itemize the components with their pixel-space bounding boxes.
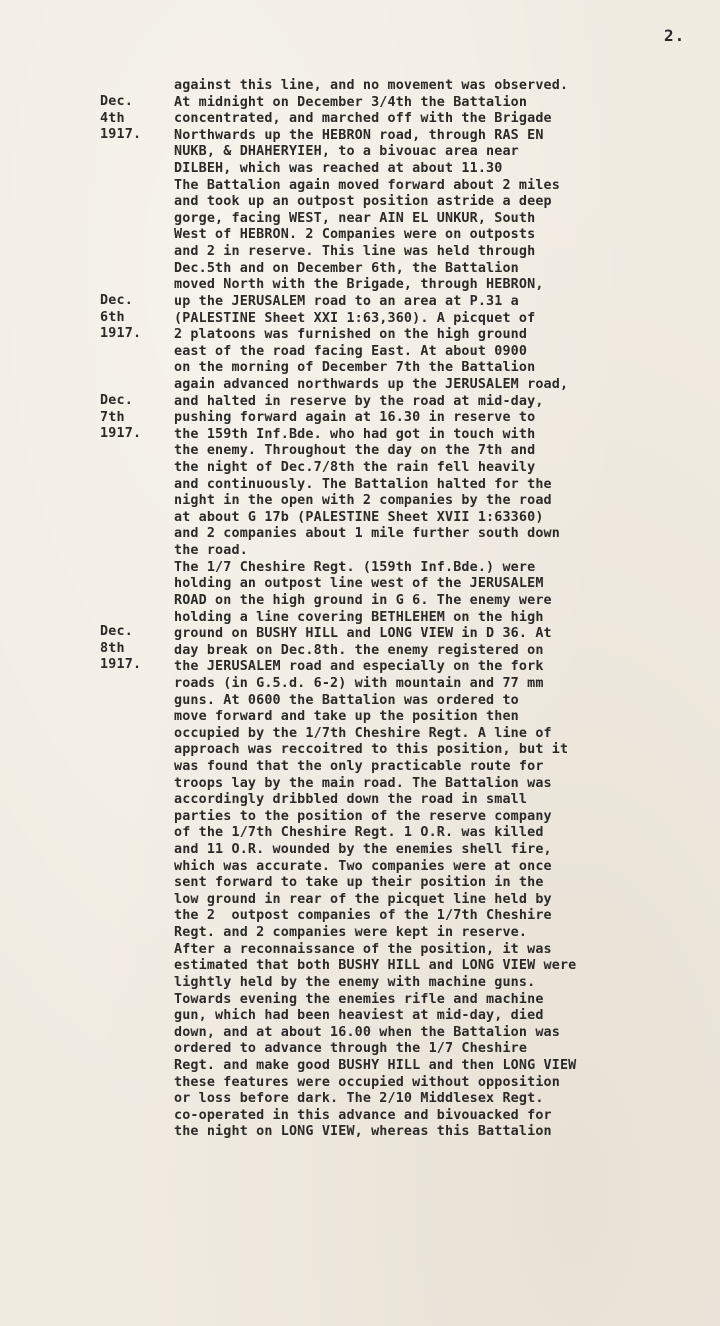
text-line: guns. At 0600 the Battalion was ordered to (174, 692, 519, 708)
margin-date-day: 8th (100, 640, 125, 656)
margin-date-month: Dec. (100, 293, 134, 308)
text-line: move forward and take up the position then (174, 709, 519, 725)
text-line: or loss before dark. The 2/10 Middlesex Regt. (174, 1091, 544, 1107)
text-line: The Battalion again moved forward about 2 miles (174, 177, 560, 193)
text-line: at about G 17b (PALESTINE Sheet XVII 1:63360) (174, 509, 544, 525)
text-line: holding a line covering BETHLEHEM on the high (174, 609, 544, 625)
text-line: co-operated in this advance and bivouacked for (174, 1107, 552, 1123)
text-line: the JERUSALEM road and especially on the fork (174, 659, 544, 675)
text-line: Regt. and make good BUSHY HILL and then LONG VIEW (174, 1057, 577, 1073)
text-line: low ground in rear of the picquet line held by (174, 891, 552, 907)
text-line: up the JERUSALEM road to an area at P.31 a (174, 293, 519, 309)
text-line: roads (in G.5.d. 6-2) with mountain and 77 mm (174, 675, 544, 691)
margin-date-year: 1917. (100, 657, 142, 673)
text-line: gun, which had been heaviest at mid-day, died (174, 1008, 544, 1024)
text-line: troops lay by the main road. The Battalion was (174, 775, 552, 791)
text-line: night in the open with 2 companies by the road (174, 493, 552, 509)
margin-date-dec-8th (100, 624, 141, 674)
text-line: the night on LONG VIEW, whereas this Battalion (174, 1124, 552, 1140)
text-line: east of the road facing East. At about 0900 (174, 343, 528, 359)
text-line: ground on BUSHY HILL and LONG VIEW in D 36. At (174, 626, 552, 642)
text-line: At midnight on December 3/4th the Battalion (174, 94, 528, 110)
text-line: against this line, and no movement was observed. (174, 78, 569, 93)
margin-date-dec-6th (100, 293, 141, 343)
margin-date-day: 7th (100, 409, 125, 425)
text-line: these features were occupied without opposition (174, 1074, 560, 1090)
text-line: the road. (174, 543, 248, 559)
margin-date-year: 1917. (100, 426, 142, 442)
margin-date-month: Dec. (100, 393, 134, 408)
text-line: Dec.5th and on December 6th, the Battalion (174, 260, 519, 276)
page-number: 2. (664, 26, 686, 45)
text-line: (PALESTINE Sheet XXI 1:63,360). A picquet of (174, 310, 536, 326)
text-line: holding an outpost line west of the JERUSALEM (174, 576, 544, 592)
text-line: and 11 O.R. wounded by the enemies shell fire, (174, 842, 552, 858)
text-line: sent forward to take up their position in the (174, 875, 544, 891)
text-line: occupied by the 1/7th Cheshire Regt. A line of (174, 725, 552, 741)
margin-date-dec-7th (100, 393, 141, 443)
text-line: and took up an outpost position astride a deep (174, 194, 552, 210)
text-line: the night of Dec.7/8th the rain fell heavily (174, 460, 536, 476)
text-line: ROAD on the high ground in G 6. The enemy were (174, 592, 552, 608)
text-line: gorge, facing WEST, near AIN EL UNKUR, South (174, 210, 536, 226)
text-line: down, and at about 16.00 when the Battalion was (174, 1024, 560, 1040)
margin-date-month: Dec. (100, 624, 134, 639)
text-line: again advanced northwards up the JERUSALEM road, (174, 376, 569, 392)
text-line: lightly held by the enemy with machine guns. (174, 974, 536, 990)
text-line: Regt. and 2 companies were kept in reserve. (174, 925, 528, 941)
margin-date-year: 1917. (100, 326, 142, 342)
text-line: Northwards up the HEBRON road, through RAS EN (174, 127, 544, 143)
text-line: The 1/7 Cheshire Regt. (159th Inf.Bde.) were (174, 559, 536, 575)
text-line: concentrated, and marched off with the Brigade (174, 111, 552, 127)
text-line: ordered to advance through the 1/7 Cheshire (174, 1041, 528, 1057)
text-line: pushing forward again at 16.30 in reserve to (174, 410, 536, 426)
text-line: the 159th Inf.Bde. who had got in touch with (174, 426, 536, 442)
text-line: Towards evening the enemies rifle and machine (174, 991, 544, 1007)
text-line: 2 platoons was furnished on the high ground (174, 327, 528, 343)
text-line: West of HEBRON. 2 Companies were on outposts (174, 227, 536, 243)
text-line: and continuously. The Battalion halted for the (174, 476, 552, 492)
text-line: and 2 companies about 1 mile further south down (174, 526, 560, 542)
text-line: approach was reccoitred to this position, but it (174, 742, 569, 758)
text-line: accordingly dribbled down the road in small (174, 792, 528, 808)
text-line: moved North with the Brigade, through HEBRON, (174, 277, 544, 293)
text-line: on the morning of December 7th the Battalion (174, 360, 536, 376)
margin-date-month: Dec. (100, 94, 134, 109)
margin-date-dec-4th (100, 94, 141, 144)
text-line: parties to the position of the reserve company (174, 808, 552, 824)
text-line: of the 1/7th Cheshire Regt. 1 O.R. was killed (174, 825, 544, 841)
text-line: was found that the only practicable route for (174, 758, 544, 774)
text-line: the enemy. Throughout the day on the 7th and (174, 443, 536, 459)
typed-body-text (174, 78, 720, 1141)
text-line: and halted in reserve by the road at mid-day, (174, 393, 544, 409)
text-line: estimated that both BUSHY HILL and LONG VIEW were (174, 958, 577, 974)
text-line: and 2 in reserve. This line was held through (174, 244, 536, 260)
text-line: NUKB, & DHAHERYIEH, to a bivouac area near (174, 144, 519, 160)
margin-date-day: 4th (100, 110, 125, 126)
margin-date-year: 1917. (100, 127, 142, 143)
text-line: which was accurate. Two companies were at once (174, 858, 552, 874)
text-line: After a reconnaissance of the position, it was (174, 941, 552, 957)
text-line: DILBEH, which was reached at about 11.30 (174, 161, 503, 177)
text-line: the 2 outpost companies of the 1/7th Cheshire (174, 908, 552, 924)
margin-date-day: 6th (100, 309, 125, 325)
text-line: day break on Dec.8th. the enemy registered on (174, 642, 544, 658)
